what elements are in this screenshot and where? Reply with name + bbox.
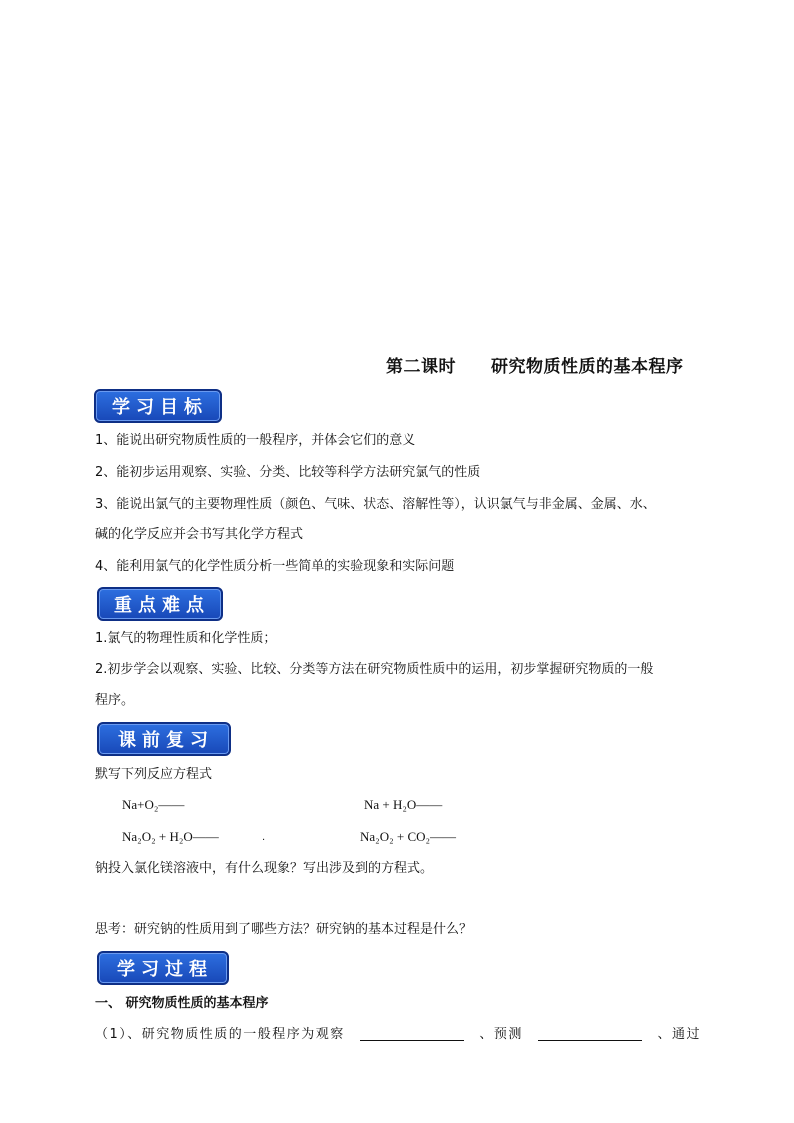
review-prompt: 默写下列反应方程式 bbox=[95, 767, 213, 782]
objective-item: 3、能说出氯气的主要物理性质（颜色、气味、状态、溶解性等），认识氯气与非金属、金属、水、 bbox=[95, 497, 656, 512]
fill-blank[interactable] bbox=[538, 1027, 642, 1041]
equation-na2o2-co2: Na₂O₂ + CO₂—— bbox=[360, 829, 457, 844]
process-text: 、通过 bbox=[657, 1027, 701, 1042]
think-question: 思考：研究钠的性质用到了哪些方法？研究钠的基本过程是什么？ bbox=[95, 922, 473, 937]
objective-item: 1、能说出研究物质性质的一般程序，并体会它们的意义 bbox=[95, 433, 416, 448]
key-point-item: 2.初步学会以观察、实验、比较、分类等方法在研究物质性质中的运用，初步掌握研究物质的一般 bbox=[95, 662, 654, 677]
fill-blank[interactable] bbox=[360, 1027, 464, 1041]
equation-na-o2: Na+O₂—— bbox=[122, 797, 185, 812]
objective-item: 2、能初步运用观察、实验、分类、比较等科学方法研究氯气的性质 bbox=[95, 465, 481, 480]
equation-na2o2-h2o: Na₂O₂ + H₂O—— bbox=[122, 829, 219, 844]
key-point-item: 1.氯气的物理性质和化学性质； bbox=[95, 631, 277, 646]
review-question: 钠投入氯化镁溶液中，有什么现象？写出涉及到的方程式。 bbox=[95, 861, 434, 876]
process-text: 、预测 bbox=[479, 1027, 523, 1042]
section-badge-process: 学习过程 bbox=[97, 951, 229, 985]
objective-item: 碱的化学反应并会书写其化学方程式 bbox=[95, 527, 304, 542]
process-heading: 一、 研究物质性质的基本程序 bbox=[95, 996, 269, 1011]
section-badge-key-points: 重点难点 bbox=[97, 587, 223, 621]
process-text: （1）、研究物质性质的一般程序为观察 bbox=[95, 1027, 345, 1042]
key-point-item: 程序。 bbox=[95, 693, 135, 708]
section-badge-objectives: 学习目标 bbox=[94, 389, 222, 423]
section-badge-review: 课前复习 bbox=[97, 722, 231, 756]
page-title: 第二课时 研究物质性质的基本程序 bbox=[386, 357, 684, 377]
process-line-1 bbox=[95, 1027, 701, 1043]
equation-na-h2o: Na + H₂O—— bbox=[364, 797, 443, 812]
objective-item: 4、能利用氯气的化学性质分析一些简单的实验现象和实际问题 bbox=[95, 559, 455, 574]
stray-dot: . bbox=[262, 832, 266, 843]
